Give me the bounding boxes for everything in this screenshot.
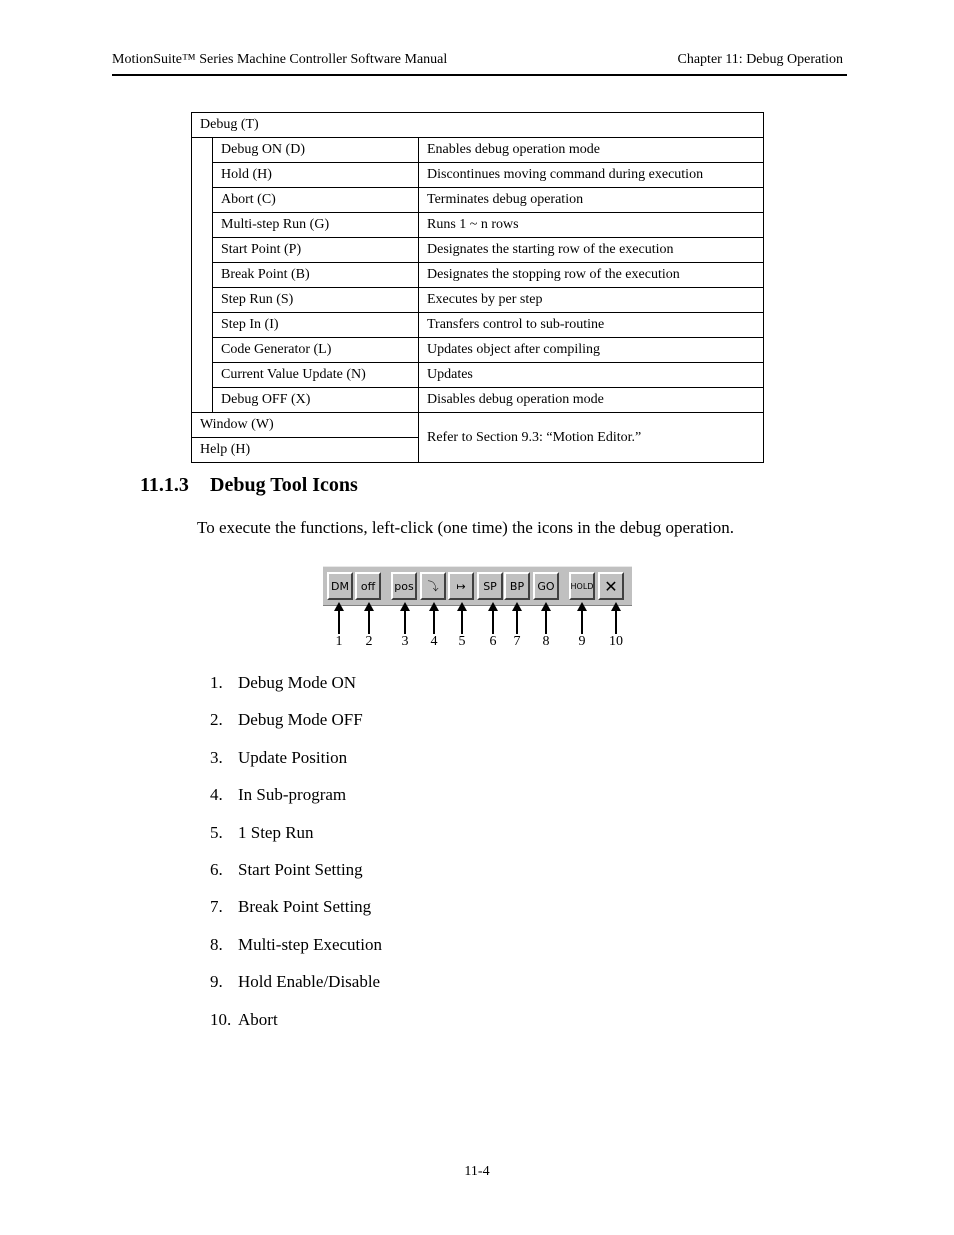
indent-cell (192, 188, 213, 213)
section-heading (140, 474, 358, 497)
list-number: 2. (210, 710, 223, 730)
list-label: Update Position (238, 747, 348, 767)
callout-arrow (368, 604, 370, 634)
toolbar-button-glyph: ⤵ (427, 580, 439, 593)
indent-cell (192, 338, 213, 363)
chapter-title: Chapter 11: Debug Operation (677, 52, 843, 67)
callout-number: 1 (335, 634, 343, 649)
list-item (210, 859, 382, 896)
list-item (210, 896, 382, 933)
page-header (112, 52, 847, 76)
table-row (192, 388, 764, 413)
list-label: Start Point Setting (238, 859, 363, 879)
callout-number: 4 (430, 634, 438, 649)
callout-arrow (404, 604, 406, 634)
list-number: 4. (210, 785, 223, 805)
table-row (192, 138, 764, 163)
list-label: Break Point Setting (238, 897, 372, 917)
menu-item-description: Enables debug operation mode (419, 138, 764, 163)
menu-item-label: Debug OFF (X) (213, 388, 419, 413)
break-point-icon[interactable] (504, 572, 530, 600)
menu-item-label: Step In (I) (213, 313, 419, 338)
menu-item-description: Updates object after compiling (419, 338, 764, 363)
list-number: 6. (210, 859, 223, 879)
debug-menu-table (191, 112, 764, 463)
table-row (192, 338, 764, 363)
callout-number: 7 (513, 634, 521, 649)
menu-item-description: Executes by per step (419, 288, 764, 313)
menu-item-label: Abort (C) (213, 188, 419, 213)
one-step-run-icon[interactable] (448, 572, 474, 600)
menu-item-label: Step Run (S) (213, 288, 419, 313)
callout-number: 6 (489, 634, 497, 649)
indent-cell (192, 288, 213, 313)
toolbar-button-glyph: GO (537, 579, 555, 593)
list-label: Debug Mode OFF (238, 710, 363, 730)
table-row (192, 363, 764, 388)
menu-item-description: Disables debug operation mode (419, 388, 764, 413)
in-sub-program-icon[interactable] (420, 572, 446, 600)
callout-number: 5 (458, 634, 466, 649)
callout-arrow (615, 604, 617, 634)
callout-number: 10 (609, 634, 623, 649)
indent-cell (192, 138, 213, 163)
table-row (192, 213, 764, 238)
toolbar-button-glyph: DM (331, 579, 349, 593)
indent-cell (192, 213, 213, 238)
list-item (210, 822, 382, 859)
callout-arrow (461, 604, 463, 634)
list-item (210, 747, 382, 784)
list-number: 3. (210, 747, 223, 767)
refer-note: Refer to Section 9.3: “Motion Editor.” (419, 413, 764, 463)
list-number: 10. (210, 1009, 232, 1029)
indent-cell (192, 238, 213, 263)
menu-item-label: Current Value Update (N) (213, 363, 419, 388)
toolbar-button-glyph: HOLD (570, 581, 594, 591)
table-row (192, 188, 764, 213)
menu-item-description: Runs 1 ~ n rows (419, 213, 764, 238)
multi-step-icon[interactable] (533, 572, 559, 600)
indent-cell (192, 163, 213, 188)
list-item (210, 934, 382, 971)
list-number: 8. (210, 934, 223, 954)
table-row (192, 263, 764, 288)
menu-item-description: Designates the stopping row of the execution (419, 263, 764, 288)
table-row (192, 238, 764, 263)
indent-cell (192, 313, 213, 338)
menu-item-description: Discontinues moving command during execution (419, 163, 764, 188)
list-item (210, 1009, 382, 1046)
section-number: 11.1.3 (140, 474, 189, 496)
callout-arrow (492, 604, 494, 634)
toolbar-button-glyph: ✕ (604, 576, 618, 596)
toolbar-button-glyph: off (360, 579, 376, 593)
menu-item-label: Hold (H) (213, 163, 419, 188)
menu-item-label: Break Point (B) (213, 263, 419, 288)
toolbar-button-glyph: pos (394, 579, 414, 593)
list-number: 1. (210, 673, 223, 692)
indent-cell (192, 363, 213, 388)
callout-arrow (581, 604, 583, 634)
callout-arrow (433, 604, 435, 634)
list-item (210, 971, 382, 1008)
menu-item-description: Designates the starting row of the execution (419, 238, 764, 263)
list-number: 7. (210, 897, 223, 917)
table-row (192, 163, 764, 188)
toolbar-button-glyph: ↦ (456, 579, 466, 593)
update-position-icon[interactable] (391, 572, 417, 600)
table-row (192, 113, 764, 138)
list-label: Debug Mode ON (238, 673, 357, 692)
callout-number: 9 (578, 634, 586, 649)
table-row (192, 313, 764, 338)
list-item (210, 672, 382, 709)
menu-item-label: Code Generator (L) (213, 338, 419, 363)
menu-item-description: Updates (419, 363, 764, 388)
list-label: Abort (238, 1009, 278, 1029)
toolbar-button-glyph: BP (509, 579, 525, 593)
list-number: 9. (210, 972, 223, 992)
debug-menu-label: Debug (T) (192, 113, 764, 138)
list-label: Multi-step Execution (238, 934, 383, 954)
window-menu-label: Window (W) (192, 413, 419, 438)
callout-number: 3 (401, 634, 409, 649)
table-row (192, 413, 764, 438)
list-label: 1 Step Run (238, 822, 314, 842)
menu-item-label: Debug ON (D) (213, 138, 419, 163)
callout-arrow (545, 604, 547, 634)
start-point-icon[interactable] (477, 572, 503, 600)
list-item (210, 784, 382, 821)
hold-icon[interactable] (569, 572, 595, 600)
section-title: Debug Tool Icons (210, 474, 358, 496)
menu-item-label: Start Point (P) (213, 238, 419, 263)
intro-paragraph: To execute the functions, left-click (one time) the icons in the debug operation. (197, 518, 734, 537)
indent-cell (192, 388, 213, 413)
callout-arrow (338, 604, 340, 634)
manual-title: MotionSuite™ Series Machine Controller Software Manual (112, 52, 448, 67)
help-menu-label: Help (H) (192, 438, 419, 463)
debug-mode-on-icon[interactable] (327, 572, 353, 600)
menu-item-description: Transfers control to sub-routine (419, 313, 764, 338)
toolbar-button-glyph: SP (483, 579, 497, 593)
menu-item-label: Multi-step Run (G) (213, 213, 419, 238)
callout-arrow (516, 604, 518, 634)
icon-list (210, 672, 382, 1046)
callout-number: 8 (542, 634, 550, 649)
list-label: Hold Enable/Disable (238, 972, 381, 992)
page-number: 11-4 (464, 1164, 490, 1179)
list-label: In Sub-program (238, 785, 347, 805)
indent-cell (192, 263, 213, 288)
list-item (210, 709, 382, 746)
list-number: 5. (210, 822, 223, 842)
debug-toolbar (323, 566, 632, 606)
debug-mode-off-icon[interactable] (355, 572, 381, 600)
abort-icon[interactable] (598, 572, 624, 600)
menu-item-description: Terminates debug operation (419, 188, 764, 213)
table-row (192, 288, 764, 313)
callout-number: 2 (365, 634, 373, 649)
